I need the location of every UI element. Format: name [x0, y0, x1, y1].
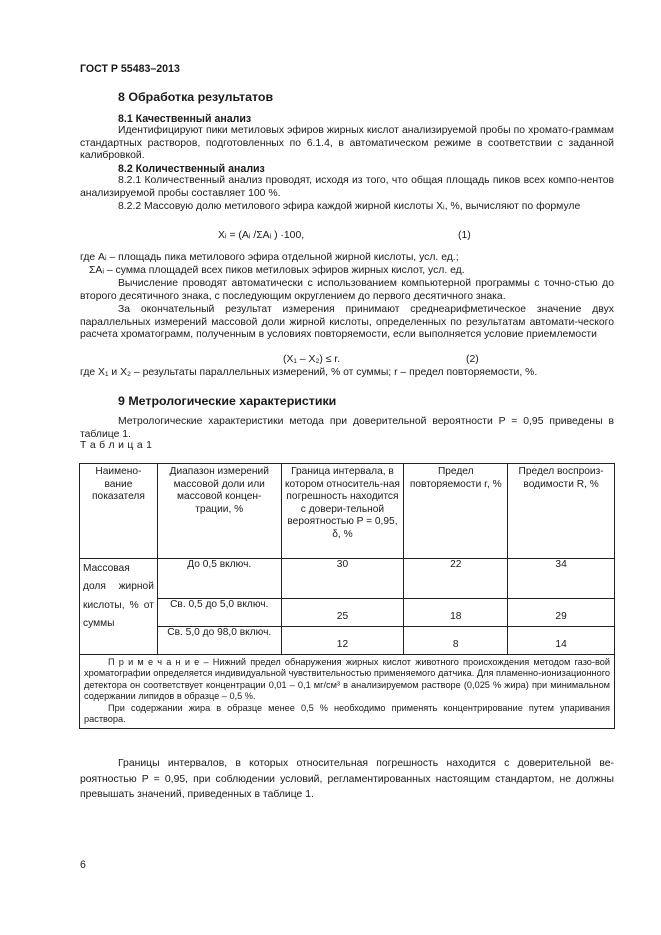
subsection-8-1-title: 8.1 Качественный анализ — [118, 113, 252, 125]
table-note-row — [80, 655, 615, 729]
where-line-3: где X₁ и X₂ – результаты параллельных измерений, % от суммы; r – предел повторяемости, %. — [80, 367, 538, 378]
section-9-title: 9 Метрологические характеристики — [118, 394, 337, 408]
section-8-title: 8 Обработка результатов — [118, 90, 274, 104]
section-9-intro: Метрологические характеристики метода при доверительной вероятности P = 0,95 приведены в таблице 1. — [80, 416, 614, 440]
note-text-2: При содержании жира в образце менее 0,5 % необходимо применять концентрирование путем упаривания раствора. — [84, 702, 610, 725]
header-range: Диапазон измерений массовой доли или массовой концен-трации, % — [157, 464, 281, 559]
where-line-1: где Aᵢ – площадь пика метилового эфира отдельной жирной кислоты, усл. ед.; — [80, 252, 459, 263]
metrology-table — [79, 463, 615, 729]
row-label: Массовая доля жирной кислоты, % от суммы — [80, 559, 158, 655]
cell-delta: 12 — [281, 627, 404, 655]
formula-2: (X₁ – X₂) ≤ r. — [283, 354, 341, 365]
table-note — [80, 655, 615, 729]
cell-R: 29 — [508, 599, 615, 627]
cell-R: 14 — [508, 627, 615, 655]
cell-r: 18 — [404, 599, 508, 627]
paragraph-8-2-2: 8.2.2 Массовую долю метилового эфира каждой жирной кислоты Xᵢ, %, вычисляют по формуле — [118, 201, 581, 212]
subsection-8-2-title: 8.2 Количественный анализ — [118, 163, 265, 175]
cell-r: 22 — [404, 559, 508, 599]
cell-delta: 30 — [281, 559, 404, 599]
formula-1-number: (1) — [458, 230, 471, 241]
cell-range: Св. 0,5 до 5,0 включ. — [157, 599, 281, 627]
table-caption: Т а б л и ц а 1 — [80, 440, 153, 451]
cell-range: Св. 5,0 до 98,0 включ. — [157, 627, 281, 655]
document-header: ГОСТ Р 55483–2013 — [80, 63, 180, 75]
cell-R: 34 — [508, 559, 615, 599]
header-reproducibility: Предел воспроиз-водимости R, % — [508, 464, 615, 559]
header-indicator: Наимено-вание показателя — [80, 464, 158, 559]
note-text-1: П р и м е ч а н и е – Нижний предел обнаружения жирных кислот животного происхождения методом газо-вой хроматографии определяется индивидуальной чувствительностью применяемого датчика. Для пламенно-ионизационного детектора он соответствует концентрации 0,01 – 0,1 мг/см³ в анализируемом растворе (0,025 % жира) при минимальном содержании липидов в образце – 0,5 %. — [84, 657, 610, 702]
formula-2-number: (2) — [466, 354, 479, 365]
cell-delta: 25 — [281, 599, 404, 627]
paragraph-8-2-1: 8.2.1 Количественный анализ проводят, исходя из того, что общая площадь пиков всех компо-нентов анализируемой пробы составляет 100 %. — [80, 175, 614, 199]
page-number: 6 — [80, 859, 86, 871]
table-row — [80, 627, 615, 655]
header-delta: Граница интервала, в котором относитель-ная погрешность находится с довери-тельной вероятностью P = 0,95, δ, % — [281, 464, 404, 559]
cell-r: 8 — [404, 627, 508, 655]
closing-paragraph: Границы интервалов, в которых относительная погрешность находится с доверительной ве-роятностью P = 0,95, при соблюдении условий, регламентированных настоящим стандартом, не должны превышать значений, приведенных в таблице 1. — [80, 758, 614, 801]
subsection-8-1-text: Идентифицируют пики метиловых эфиров жирных кислот анализируемой пробы по хромато-граммам стандартных растворов, подготовленных по 6.1.4, в автоматическом режиме в соответствии с заданной калибровкой. — [80, 125, 614, 162]
formula-1: Xᵢ = (Aᵢ /ΣAᵢ ) ·100, — [218, 230, 305, 241]
calc-paragraph: Вычисление проводят автоматически с использованием компьютерной программы с точно-стью до второго десятичного знака, с последующим округлением до первого десятичного знака. — [80, 278, 614, 302]
table-row — [80, 559, 615, 599]
where-line-2: ΣAᵢ – сумма площадей всех пиков метиловых эфиров жирных кислот, усл. ед. — [89, 265, 465, 276]
result-paragraph: За окончательный результат измерения принимают среднеарифметическое значение двух параллельных измерений массовой доли жирной кислоты, определенных по результатам автомати-ческого расчета хроматограмм, полученным в условиях повторяемости, если выполняется условие приемлемости — [80, 304, 614, 341]
cell-range: До 0,5 включ. — [157, 559, 281, 599]
table-header-row — [80, 464, 615, 559]
header-repeatability: Предел повторяемости r, % — [404, 464, 508, 559]
table-row — [80, 599, 615, 627]
